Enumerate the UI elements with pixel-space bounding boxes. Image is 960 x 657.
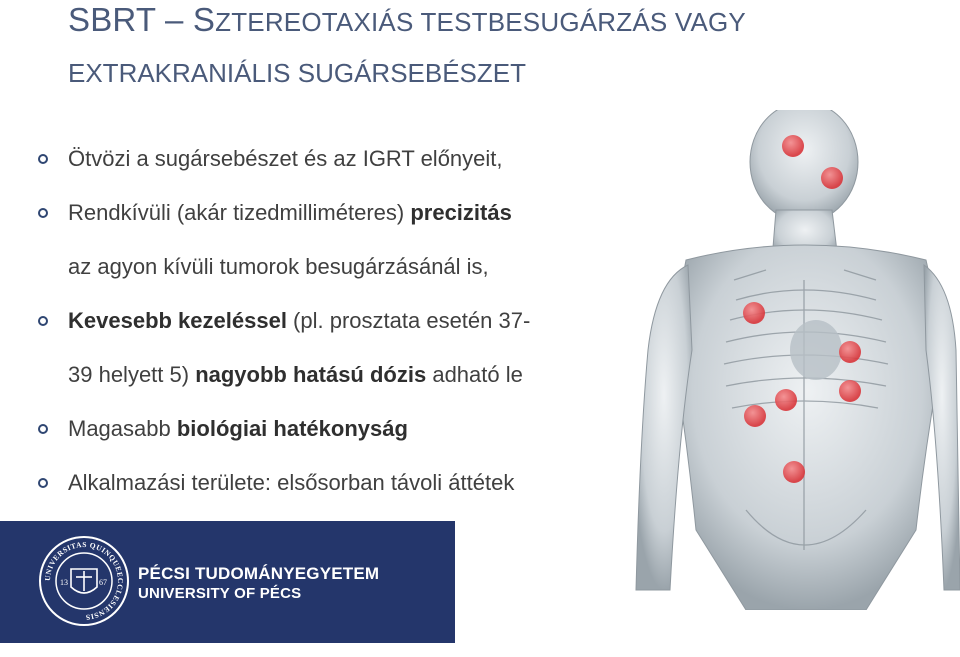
target-marker (821, 167, 843, 189)
bullet-continuation (32, 240, 632, 294)
target-marker (783, 461, 805, 483)
svg-text:UNIVERSITAS QUINQUEECCLESIENSI: UNIVERSITAS QUINQUEECCLESIENSIS (42, 539, 126, 623)
bullet-list (32, 132, 632, 510)
bullet-text: Ötvözi a sugársebészet és az IGRT előnyeit, (68, 146, 503, 171)
svg-text:67: 67 (99, 578, 107, 587)
bullet-text: Magasabb biológiai hatékonyság (68, 416, 408, 441)
bullet-ring-icon (38, 424, 48, 434)
bullet-text: Alkalmazási területe: elsősorban távoli áttétek (68, 470, 515, 495)
slide-title (68, 0, 788, 90)
target-marker (743, 302, 765, 324)
bullet-text: az agyon kívüli tumorok besugárzásánál is, (68, 254, 489, 279)
target-marker (839, 380, 861, 402)
human-body-illustration (626, 110, 960, 610)
bullet-text: Kevesebb kezeléssel (pl. prosztata esetén 37- (68, 308, 531, 333)
bullet-ring-icon (38, 478, 48, 488)
target-marker (775, 389, 797, 411)
target-marker (782, 135, 804, 157)
svg-text:13: 13 (60, 578, 68, 587)
target-marker (839, 341, 861, 363)
bullet-item (32, 456, 632, 510)
target-marker (744, 405, 766, 427)
bullet-continuation (32, 348, 632, 402)
university-name-en: UNIVERSITY OF PÉCS (138, 585, 302, 602)
bullet-item (32, 186, 632, 240)
bullet-text: Rendkívüli (akár tizedmilliméteres) precizitás (68, 200, 512, 225)
bullet-item (32, 402, 632, 456)
university-seal-logo (38, 535, 130, 627)
university-name-hu: PÉCSI TUDOMÁNYEGYETEM (138, 564, 380, 583)
university-banner (0, 521, 455, 643)
bullet-ring-icon (38, 316, 48, 326)
bullet-item (32, 132, 632, 186)
title-line-1: SBRT – SZTEREOTAXIÁS TESTBESUGÁRZÁS VAGY (68, 1, 746, 38)
bullet-item (32, 294, 632, 348)
bullet-text: 39 helyett 5) nagyobb hatású dózis adható le (68, 362, 523, 387)
bullet-ring-icon (38, 208, 48, 218)
bullet-ring-icon (38, 154, 48, 164)
title-line-2: EXTRAKRANIÁLIS SUGÁRSEBÉSZET (68, 58, 527, 88)
